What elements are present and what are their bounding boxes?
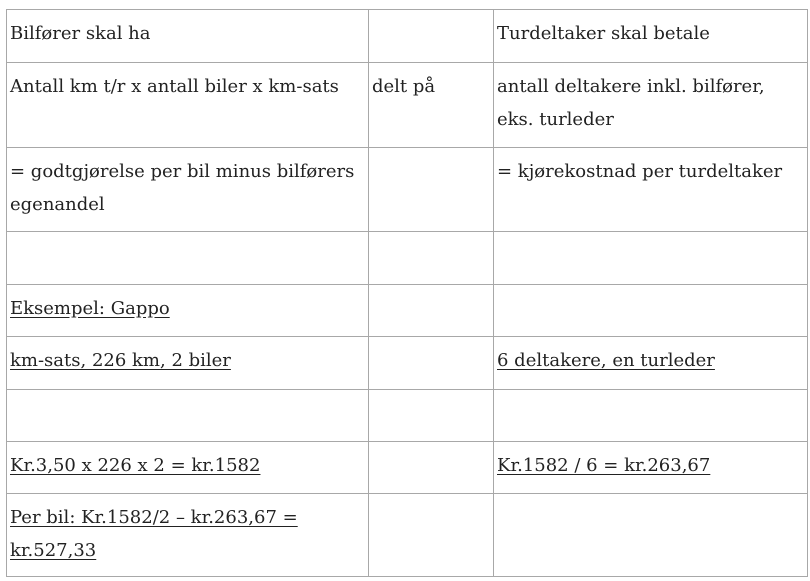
table-cell (369, 285, 494, 337)
example-per-participant-cell (494, 442, 808, 494)
table-row (7, 148, 808, 232)
example-rate-cell (7, 337, 369, 390)
table-cell (369, 494, 494, 577)
example-per-participant: Kr.1582 / 6 = kr.263,67 (497, 455, 711, 476)
header-participant-pays: Turdeltaker skal betale (494, 10, 808, 63)
divided-by-cell: delt på (369, 63, 494, 148)
table-row (7, 285, 808, 337)
table-row (7, 10, 808, 63)
example-title-cell (7, 285, 369, 337)
table-cell (369, 390, 494, 442)
table-cell (494, 390, 808, 442)
table-row (7, 337, 808, 390)
table-cell (7, 390, 369, 442)
table-row (7, 63, 808, 148)
table-cell (369, 442, 494, 494)
table-row (7, 494, 808, 577)
example-participants: 6 deltakere, en turleder (497, 350, 715, 371)
cost-sharing-table (6, 9, 808, 577)
table-cell (7, 232, 369, 285)
table-cell (494, 494, 808, 577)
example-total: Kr.3,50 x 226 x 2 = kr.1582 (10, 455, 261, 476)
example-per-car: Per bil: Kr.1582/2 – kr.263,67 = kr.527,33 (10, 507, 298, 561)
example-per-car-cell (7, 494, 369, 577)
table-row (7, 232, 808, 285)
example-rate: km-sats, 226 km, 2 biler (10, 350, 231, 371)
table-cell (494, 285, 808, 337)
example-total-cell (7, 442, 369, 494)
table-cell (369, 337, 494, 390)
table-row (7, 390, 808, 442)
compensation-cell: = godtgjørelse per bil minus bilførers egenandel (7, 148, 369, 232)
table-row (7, 442, 808, 494)
table-cell (494, 232, 808, 285)
formula-cell: Antall km t/r x antall biler x km-sats (7, 63, 369, 148)
participants-cell: antall deltakere inkl. bilfører, eks. turleder (494, 63, 808, 148)
example-title: Eksempel: Gappo (10, 298, 170, 319)
example-participants-cell (494, 337, 808, 390)
cost-per-participant-cell: = kjørekostnad per turdeltaker (494, 148, 808, 232)
table-cell (369, 232, 494, 285)
header-driver-receives: Bilfører skal ha (7, 10, 369, 63)
table-cell (369, 148, 494, 232)
table-cell (369, 10, 494, 63)
